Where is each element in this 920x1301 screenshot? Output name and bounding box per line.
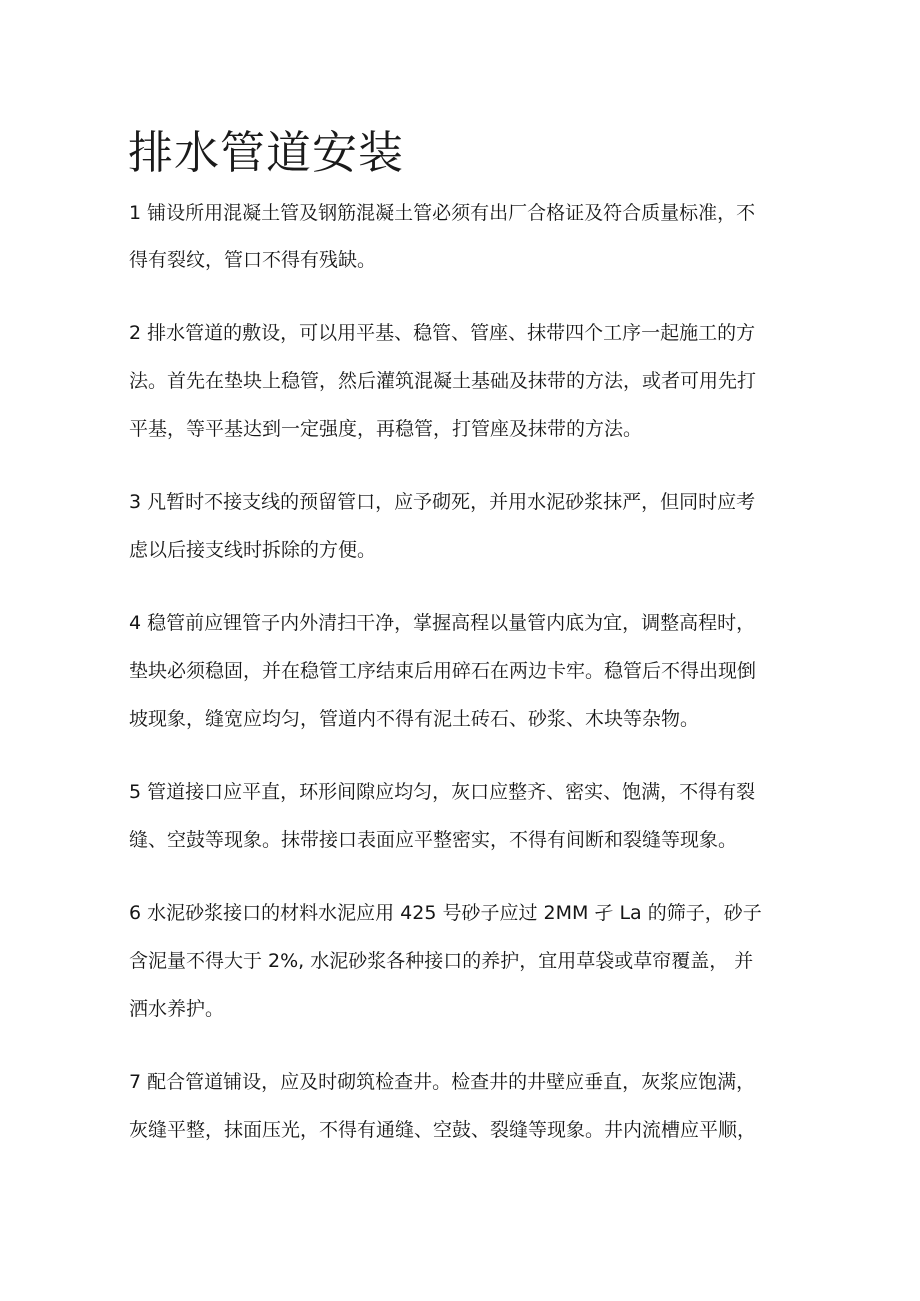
paragraph-line: 5 管道接口应平直，环形间隙应均匀，灰口应整齐、密实、饱满，不得有裂 — [129, 781, 756, 803]
paragraph-line: 平基，等平基达到一定强度，再稳管，打管座及抹带的方法。 — [129, 418, 643, 440]
paragraph-line: 7 配合管道铺设，应及时砌筑检查井。检查井的井壁应垂直，灰浆应饱满， — [129, 1071, 756, 1093]
paragraph-line: 得有裂纹，管口不得有残缺。 — [129, 249, 377, 271]
paragraph-line: 1 铺设所用混凝土管及钢筋混凝土管必须有出厂合格证及符合质量标准，不 — [129, 202, 756, 224]
paragraph-line: 含泥量不得大于 2%, 水泥砂浆各种接口的养护，宜用草袋或草帘覆盖， 并 — [129, 950, 754, 972]
paragraph-line: 垫块必须稳固，并在稳管工序结束后用碎石在两边卡牢。稳管后不得出现倒 — [129, 660, 757, 682]
paragraph-line: 坡现象，缝宽应均匀，管道内不得有泥土砖石、砂浆、木块等杂物。 — [129, 708, 700, 730]
paragraph-line: 法。首先在垫块上稳管，然后灌筑混凝土基础及抹带的方法，或者可用先打 — [129, 370, 757, 392]
paragraph-line: 虑以后接支线时拆除的方便。 — [129, 539, 377, 561]
paragraph-line: 2 排水管道的敷设，可以用平基、稳管、管座、抹带四个工序一起施工的方 — [129, 322, 756, 344]
paragraph-line: 缝、空鼓等现象。抹带接口表面应平整密实，不得有间断和裂缝等现象。 — [129, 829, 738, 851]
paragraph-line: 4 稳管前应锂管子内外清扫干净，掌握高程以量管内底为宜，调整高程时， — [129, 612, 756, 634]
paragraph-line: 灰缝平整，抹面压光，不得有通缝、空鼓、裂缝等现象。井内流槽应平顺， — [129, 1119, 757, 1141]
paragraph-line: 6 水泥砂浆接口的材料水泥应用 425 号砂子应过 2MM 孑 La 的筛子，砂子 — [129, 902, 762, 924]
document-title: 排水管道安装 — [128, 126, 405, 179]
paragraph-line: 洒水养护。 — [129, 998, 225, 1020]
paragraph-line: 3 凡暂时不接支线的预留管口，应予砌死，并用水泥砂浆抹严，但同时应考 — [129, 491, 756, 513]
